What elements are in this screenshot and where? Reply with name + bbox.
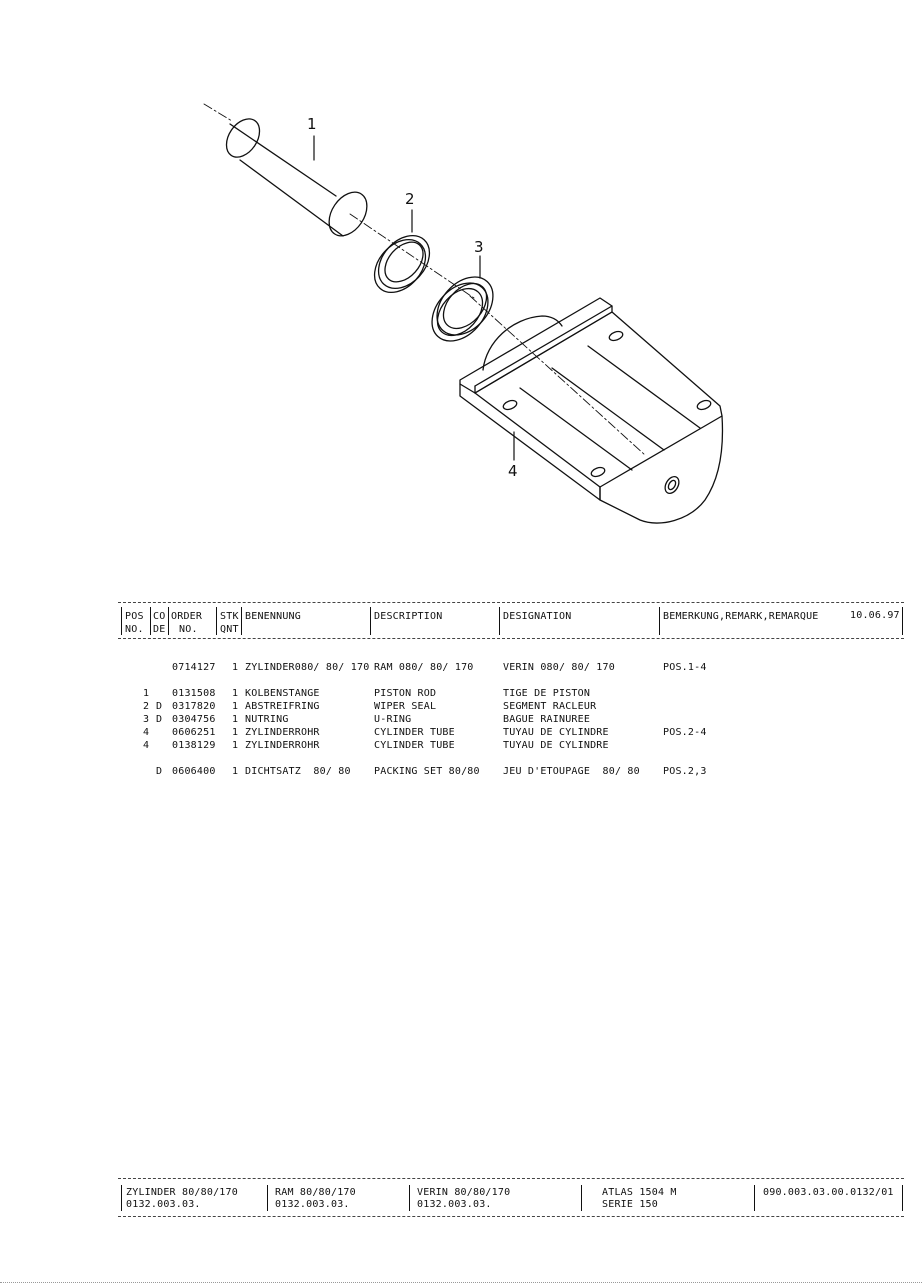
- footer-divider: [267, 1185, 268, 1211]
- cell-designation: VERIN 080/ 80/ 170: [503, 662, 615, 673]
- exploded-view-drawing: [0, 0, 922, 560]
- cell-pos: 4: [143, 727, 150, 738]
- cell-order: 0714127: [172, 662, 216, 673]
- cell-order: 0606251: [172, 727, 216, 738]
- footer-verin-number: 0132.003.03.: [417, 1199, 492, 1210]
- header-divider: [121, 607, 122, 635]
- header-order-line1: ORDER: [171, 611, 203, 622]
- page-bottom-edge: [0, 1282, 922, 1283]
- footer-model: ATLAS 1504 M: [602, 1187, 677, 1198]
- callout-1: 1: [307, 115, 317, 133]
- footer-document-number: 090.003.03.00.0132/01: [763, 1187, 894, 1198]
- cell-qty: 1: [232, 740, 239, 751]
- cell-pos: 4: [143, 740, 150, 751]
- header-designation: DESIGNATION: [503, 611, 572, 622]
- footer-top-rule: [118, 1178, 904, 1179]
- u-ring-part: [421, 266, 504, 352]
- cell-qty: 1: [232, 662, 239, 673]
- footer-ram-number: 0132.003.03.: [275, 1199, 350, 1210]
- cell-description: CYLINDER TUBE: [374, 727, 455, 738]
- header-divider: [499, 607, 500, 635]
- cell-description: RAM 080/ 80/ 170: [374, 662, 474, 673]
- cell-qty: 1: [232, 766, 239, 777]
- cell-remark: POS.2-4: [663, 727, 707, 738]
- header-divider: [659, 607, 660, 635]
- header-pos-line2: NO.: [125, 624, 144, 635]
- header-qty-line1: STK: [220, 611, 239, 622]
- footer-bottom-rule: [118, 1216, 904, 1217]
- wiper-seal-part: [364, 226, 439, 303]
- footer-zylinder-title: ZYLINDER 80/80/170: [126, 1187, 238, 1198]
- cell-description: CYLINDER TUBE: [374, 740, 455, 751]
- cell-code: D: [156, 701, 163, 712]
- cell-qty: 1: [232, 714, 239, 725]
- footer-divider: [902, 1185, 903, 1211]
- cell-designation: TIGE DE PISTON: [503, 688, 591, 699]
- cell-benennung: ABSTREIFRING: [245, 701, 320, 712]
- cell-description: PACKING SET 80/80: [374, 766, 480, 777]
- header-code-line2: DE: [153, 624, 166, 635]
- cell-qty: 1: [232, 727, 239, 738]
- cell-benennung: ZYLINDERROHR: [245, 727, 320, 738]
- header-pos-line1: POS: [125, 611, 144, 622]
- cell-benennung: DICHTSATZ 80/ 80: [245, 766, 351, 777]
- cell-benennung: ZYLINDER080/ 80/ 170: [245, 662, 370, 673]
- cell-designation: BAGUE RAINUREE: [503, 714, 591, 725]
- header-divider: [168, 607, 169, 635]
- cell-description: PISTON ROD: [374, 688, 437, 699]
- table-header-rule: [118, 638, 904, 639]
- footer-divider: [754, 1185, 755, 1211]
- cell-code: D: [156, 766, 163, 777]
- cell-benennung: KOLBENSTANGE: [245, 688, 320, 699]
- cell-benennung: NUTRING: [245, 714, 289, 725]
- cell-description: U-RING: [374, 714, 412, 725]
- footer-zylinder-number: 0132.003.03.: [126, 1199, 201, 1210]
- header-remark: BEMERKUNG,REMARK,REMARQUE: [663, 611, 819, 622]
- footer-divider: [581, 1185, 582, 1211]
- piston-rod-part: [220, 113, 375, 243]
- cell-order: 0606400: [172, 766, 216, 777]
- header-description: DESCRIPTION: [374, 611, 443, 622]
- cell-order: 0304756: [172, 714, 216, 725]
- cell-description: WIPER SEAL: [374, 701, 437, 712]
- header-divider: [370, 607, 371, 635]
- callout-4: 4: [508, 462, 518, 480]
- header-divider: [902, 607, 903, 635]
- cell-code: D: [156, 714, 163, 725]
- cell-pos: 3: [143, 714, 150, 725]
- table-top-rule: [118, 602, 904, 603]
- callout-2: 2: [405, 190, 415, 208]
- callout-leader-lines: [314, 136, 514, 460]
- footer-ram-title: RAM 80/80/170: [275, 1187, 356, 1198]
- cell-order: 0131508: [172, 688, 216, 699]
- cell-designation: TUYAU DE CYLINDRE: [503, 740, 609, 751]
- footer-divider: [121, 1185, 122, 1211]
- cell-order: 0317820: [172, 701, 216, 712]
- cell-remark: POS.1-4: [663, 662, 707, 673]
- footer-verin-title: VERIN 80/80/170: [417, 1187, 511, 1198]
- cylinder-tube-part: [460, 298, 722, 523]
- cell-qty: 1: [232, 701, 239, 712]
- header-code-line1: CO: [153, 611, 166, 622]
- cell-designation: JEU D'ETOUPAGE 80/ 80: [503, 766, 640, 777]
- cell-qty: 1: [232, 688, 239, 699]
- center-axis-line: [204, 104, 645, 455]
- cell-order: 0138129: [172, 740, 216, 751]
- header-qty-line2: QNT: [220, 624, 239, 635]
- header-divider: [241, 607, 242, 635]
- footer-series: SERIE 150: [602, 1199, 658, 1210]
- callout-3: 3: [474, 238, 484, 256]
- cell-remark: POS.2,3: [663, 766, 707, 777]
- table-date: 10.06.97: [850, 610, 900, 621]
- header-order-line2: NO.: [179, 624, 198, 635]
- cell-designation: TUYAU DE CYLINDRE: [503, 727, 609, 738]
- header-divider: [150, 607, 151, 635]
- header-divider: [216, 607, 217, 635]
- cell-pos: 1: [143, 688, 150, 699]
- header-benennung: BENENNUNG: [245, 611, 301, 622]
- footer-divider: [409, 1185, 410, 1211]
- cell-pos: 2: [143, 701, 150, 712]
- cell-benennung: ZYLINDERROHR: [245, 740, 320, 751]
- cell-designation: SEGMENT RACLEUR: [503, 701, 597, 712]
